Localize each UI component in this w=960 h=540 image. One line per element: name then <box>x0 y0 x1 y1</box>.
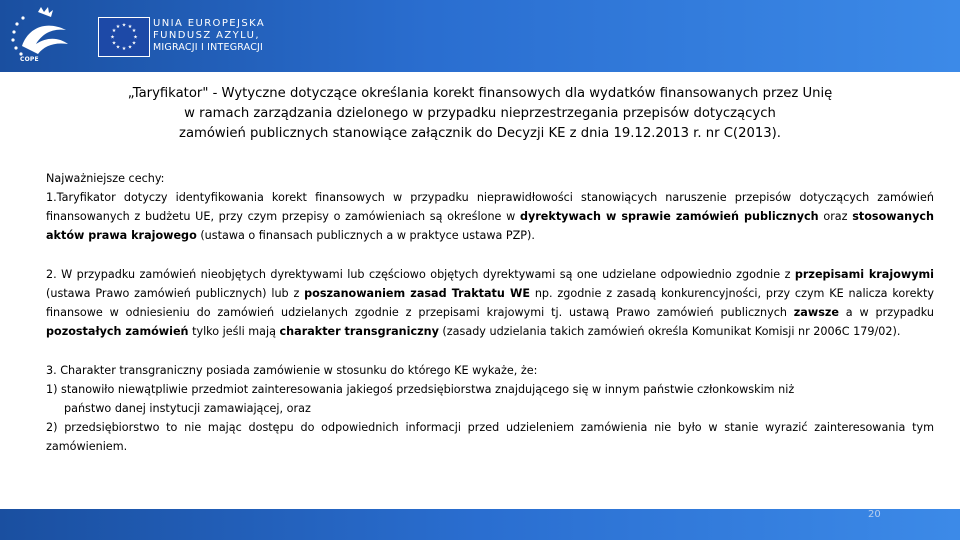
svg-text:★: ★ <box>110 34 115 41</box>
body-heading: Najważniejsze cechy: <box>46 172 165 185</box>
p2-text-g: a w przypadku <box>838 306 934 319</box>
paragraph-3-item-2: 2) przedsiębiorstwo to nie mając dostępu do odpowiednich informacji przed udzieleniem zamówienia nie było w stanie wyrazić zainteresowania tym zamówieniem. <box>46 421 934 453</box>
paragraph-3-item-1a: 1) stanowiło niewątpliwie przedmiot zainteresowania jakiegoś przedsiębiorstwa znajdującego się w innym państwie członkowskim niż <box>46 383 795 396</box>
svg-text:★: ★ <box>121 46 127 52</box>
slide-title <box>60 84 900 144</box>
p2-text-e: np. zgodnie z zasadą konkurencyjności, przy czym KE nalicza korekty finansowe w odniesieniu do zamówień udzielanych zgodnie z przepisami krajowymi tj. ustawą Prawo zamówień publicznych <box>46 287 934 319</box>
slide-body <box>46 169 934 456</box>
page-number: 20 <box>868 509 881 520</box>
p2-text-a: 2. W przypadku zamówień nieobjętych dyrektywami lub częściowo objętych dyrektywami są one udzielane odpowiednio zgodnie z <box>46 268 795 281</box>
p2-bold-treaty: poszanowaniem zasad Traktatu WE <box>304 287 530 300</box>
svg-text:★: ★ <box>111 28 117 34</box>
p1-text-e: (ustawa o finansach publicznych a w praktyce ustawa PZP). <box>196 229 535 242</box>
p2-text-i: tylko jeśli mają <box>188 325 280 338</box>
eu-flag-icon <box>98 17 150 57</box>
svg-text:★: ★ <box>127 24 133 30</box>
p2-bold-cross-border: charakter transgraniczny <box>279 325 439 338</box>
eu-line-1: UNIA EUROPEJSKA <box>153 18 266 29</box>
p1-text-c: oraz <box>818 210 853 223</box>
spacer <box>46 341 934 361</box>
eu-line-2: FUNDUSZ AZYLU, <box>153 30 260 41</box>
footer-band <box>0 509 960 540</box>
paragraph-3-item-1b: państwo danej instytucji zamawiającej, oraz <box>64 402 311 415</box>
eu-line-3: MIGRACJI I INTEGRACJI <box>153 42 264 53</box>
svg-text:★: ★ <box>115 24 121 30</box>
svg-text:★: ★ <box>131 28 137 34</box>
cope-eagle-logo-icon <box>8 6 72 66</box>
p1-text-a: 1.Taryfikator dotyczy identyfikowania korekt finansowych w przypadku nieprawidłowości stanowiących naruszenie przepisów dotyczących zamówień finansowanych z budżetu UE, przy czym przepisy o zamówieniach są określone w <box>46 191 934 223</box>
p1-bold-directives: dyrektywach w sprawie zamówień publicznych <box>519 210 819 223</box>
svg-text:★: ★ <box>111 40 117 47</box>
p2-bold-always: zawsze <box>793 306 839 319</box>
p1-bold-national-law: stosowanych aktów prawa krajowego <box>46 210 934 242</box>
svg-text:★: ★ <box>121 22 127 29</box>
title-line-1: „Taryfikator" - Wytyczne dotyczące określania korekt finansowych dla wydatków finansowanych przez Unię <box>127 86 833 101</box>
title-line-3: zamówień publicznych stanowiące załącznik do Decyzji KE z dnia 19.12.2013 r. nr C(2013). <box>179 126 781 141</box>
svg-text:★: ★ <box>115 44 121 51</box>
paragraph-2 <box>46 265 934 341</box>
title-line-2: w ramach zarządzania dzielonego w przypadku nieprzestrzegania przepisów dotyczących <box>184 106 776 121</box>
header-band <box>0 0 960 72</box>
svg-text:★: ★ <box>133 34 138 41</box>
paragraph-3-intro: 3. Charakter transgraniczny posiada zamówienie w stosunku do którego KE wykaże, że: <box>46 364 538 377</box>
p2-text-k: (zasady udzielania takich zamówień określa Komunikat Komisji nr 2006C 179/02). <box>438 325 901 338</box>
p2-text-c: (ustawa Prawo zamówień publicznych) lub z <box>46 287 305 300</box>
cope-logo-label: COPE <box>20 56 39 63</box>
svg-text:★: ★ <box>127 44 133 51</box>
eu-fund-label <box>153 18 265 54</box>
paragraph-1 <box>46 188 934 245</box>
p2-bold-other-orders: pozostałych zamówień <box>46 325 189 338</box>
svg-text:★: ★ <box>131 40 137 47</box>
spacer <box>46 245 934 265</box>
p2-bold-national: przepisami krajowymi <box>794 268 934 281</box>
